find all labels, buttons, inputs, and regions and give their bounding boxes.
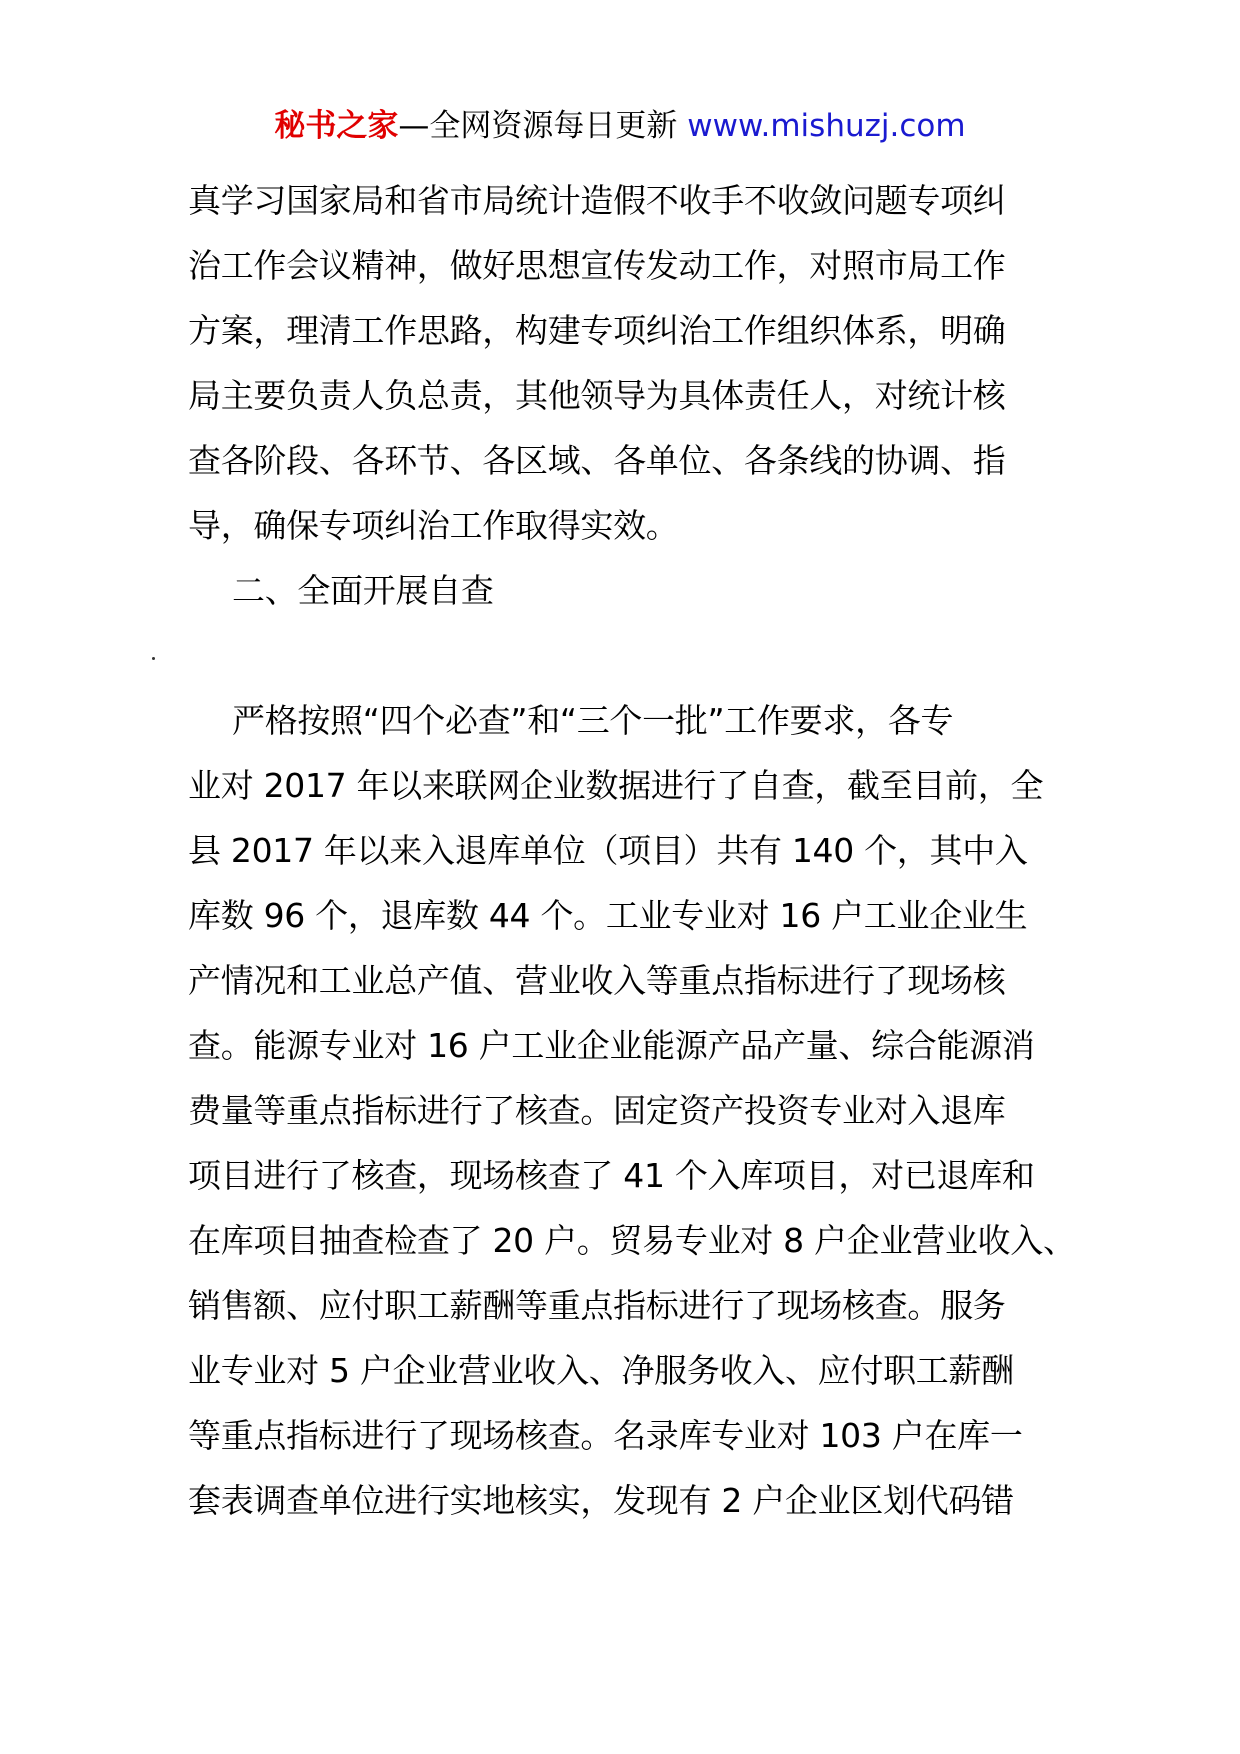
text-line: 产情况和工业总产值、营业收入等重点指标进行了现场核 bbox=[188, 961, 1006, 1000]
brand-name: 秘书之家 bbox=[274, 108, 399, 144]
site-header bbox=[0, 104, 1240, 148]
blank-line bbox=[188, 623, 1068, 688]
text-line: 业对 2017 年以来联网企业数据进行了自查，截至目前，全 bbox=[188, 766, 1044, 805]
text-line: 治工作会议精神，做好思想宣传发动工作，对照市局工作 bbox=[188, 246, 1006, 285]
text-line: 项目进行了核查，现场核查了 41 个入库项目，对已退库和 bbox=[188, 1156, 1035, 1195]
text-line: 库数 96 个，退库数 44 个。工业专业对 16 户工业企业生 bbox=[188, 896, 1028, 935]
text-line: 套表调查单位进行实地核实，发现有 2 户企业区划代码错 bbox=[188, 1481, 1014, 1520]
text-line: 县 2017 年以来入退库单位（项目）共有 140 个，其中入 bbox=[188, 831, 1028, 870]
text-line: 销售额、应付职工薪酬等重点指标进行了现场核查。服务 bbox=[188, 1286, 1006, 1325]
text-line: 等重点指标进行了现场核查。名录库专业对 103 户在库一 bbox=[188, 1416, 1023, 1455]
document-body bbox=[188, 168, 1076, 1533]
text-line: 真学习国家局和省市局统计造假不收手不收敛问题专项纠 bbox=[188, 181, 1006, 220]
text-line: 方案，理清工作思路，构建专项纠治工作组织体系，明确 bbox=[188, 311, 1006, 350]
text-line: 严格按照“四个必查”和“三个一批”工作要求，各专 bbox=[232, 701, 954, 740]
header-tagline: —全网资源每日更新 bbox=[398, 108, 688, 144]
text-line: 查。能源专业对 16 户工业企业能源产品产量、综合能源消 bbox=[188, 1026, 1035, 1065]
text-line: 局主要负责人负总责，其他领导为具体责任人，对统计核 bbox=[188, 376, 1006, 415]
text-line: 业专业对 5 户企业营业收入、净服务收入、应付职工薪酬 bbox=[188, 1351, 1014, 1390]
paragraph-continuation bbox=[188, 168, 1068, 558]
text-line: 查各阶段、各环节、各区域、各单位、各条线的协调、指 bbox=[188, 441, 1006, 480]
section-heading: 二、全面开展自查 bbox=[232, 571, 494, 610]
text-line: 费量等重点指标进行了核查。固定资产投资专业对入退库 bbox=[188, 1091, 1006, 1130]
text-line: 导，确保专项纠治工作取得实效。 bbox=[188, 506, 679, 545]
site-url[interactable]: www.mishuzj.com bbox=[687, 108, 966, 144]
stray-dot-mark bbox=[152, 657, 155, 660]
paragraph-self-check bbox=[188, 688, 1076, 1533]
text-line: 在库项目抽查检查了 20 户。贸易专业对 8 户企业营业收入、 bbox=[188, 1221, 1076, 1260]
